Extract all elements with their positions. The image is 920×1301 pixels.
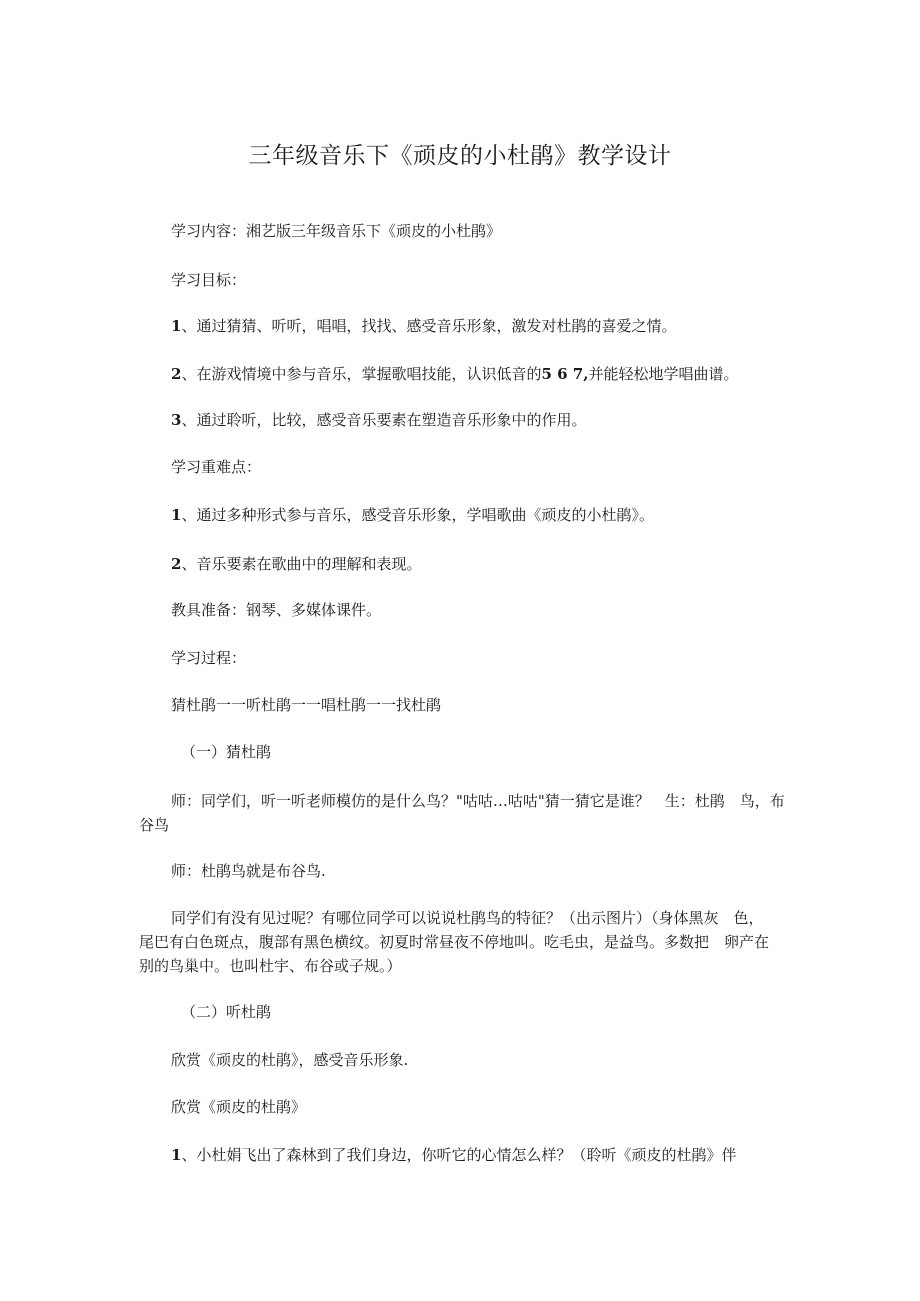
goal-2-number: 2: [171, 365, 182, 383]
paragraph-2: 师：杜鹃鸟就是布谷鸟.: [171, 862, 326, 880]
learning-goals-label: 学习目标：: [171, 271, 247, 289]
goal-item-3: [171, 408, 586, 432]
goal-2-notes: 5 6 7,: [541, 365, 589, 383]
key-points-label: 学习重难点：: [171, 458, 262, 476]
key-item-1: [171, 503, 654, 527]
process-flow: 猜杜鹃一一听杜鹃一一唱杜鹃一一找杜鹃: [171, 696, 442, 714]
goal-1-text: 、通过猜猜、听听，唱唱，找找、感受音乐形象，激发对杜鹃的喜爱之情。: [181, 317, 677, 335]
question-1-number: 1: [171, 1146, 182, 1164]
paragraph-5: 欣赏《顽皮的杜鹃》: [171, 1098, 307, 1116]
goal-3-text: 、通过聆听，比较，感受音乐要素在塑造音乐形象中的作用。: [181, 411, 587, 429]
goal-2-text-a: 、在游戏情境中参与音乐，掌握歌唱技能，认识低音的: [181, 365, 542, 383]
key-1-text: 、通过多种形式参与音乐，感受音乐形象，学唱歌曲《顽皮的小杜鹃》。: [181, 506, 654, 524]
section-1-heading: （一）猜杜鹃: [181, 743, 272, 761]
process-label: 学习过程：: [171, 649, 247, 667]
paragraph-3-line-1: 同学们有没有见过呢？有哪位同学可以说说杜鹃鸟的特征？（出示图片）（身体黑灰 色，: [171, 909, 764, 927]
paragraph-1-line-1: 师：同学们，听一听老师模仿的是什么鸟？"咕咕…咕咕"猜一猜它是谁？ 生：杜鹃 鸟，布: [171, 792, 785, 810]
goal-3-number: 3: [171, 411, 182, 429]
goal-item-1: [171, 314, 676, 338]
goal-item-2: [171, 362, 738, 386]
key-2-text: 、音乐要素在歌曲中的理解和表现。: [181, 555, 422, 573]
learning-content: 学习内容：湘艺版三年级音乐下《顽皮的小杜鹃》: [171, 222, 502, 240]
paragraph-4: 欣赏《顽皮的杜鹃》，感受音乐形象.: [171, 1051, 409, 1069]
goal-1-number: 1: [171, 317, 182, 335]
paragraph-3-line-2: 尾巴有白色斑点，腹部有黑色横纹。初夏时常昼夜不停地叫。吃毛虫，是益鸟。多数把 卵产在: [139, 933, 770, 951]
key-item-2: [171, 552, 421, 576]
goal-2-text-b: 并能轻松地学唱曲谱。: [588, 365, 739, 383]
question-1-text: 、小杜娟飞出了森林到了我们身边，你听它的心情怎么样？（聆听《顽皮的杜鹃》伴: [181, 1146, 737, 1164]
document-title: 三年级音乐下《顽皮的小杜鹃》教学设计: [248, 143, 672, 169]
question-item-1: [171, 1143, 736, 1167]
paragraph-1-line-2: 谷鸟: [139, 816, 170, 834]
key-2-number: 2: [171, 555, 182, 573]
paragraph-3-line-3: 别的鸟巢中。也叫杜宇、布谷或子规。）: [139, 957, 402, 975]
key-1-number: 1: [171, 506, 182, 524]
teaching-tools: 教具准备：钢琴、多媒体课件。: [171, 601, 382, 619]
section-2-heading: （二）听杜鹃: [181, 1003, 272, 1021]
